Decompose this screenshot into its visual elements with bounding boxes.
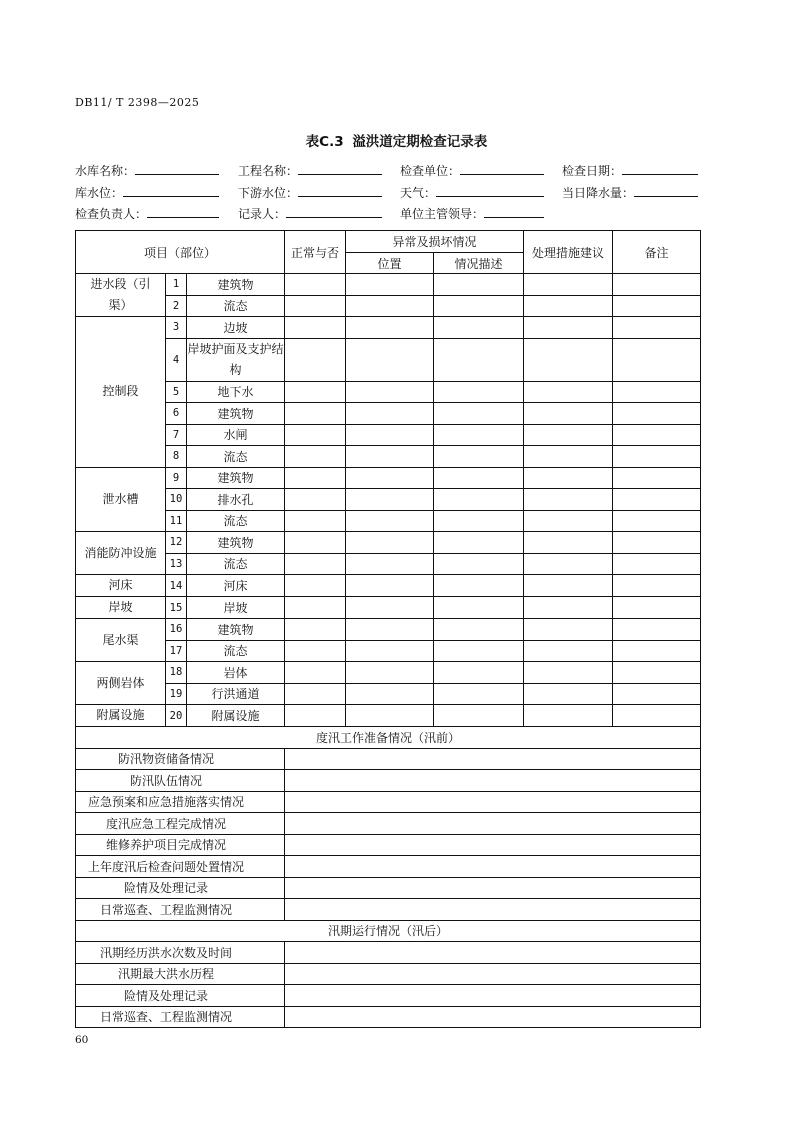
downstream-level-field[interactable] xyxy=(238,184,382,201)
item-name-cell: 流态 xyxy=(187,510,285,532)
blank-line xyxy=(123,184,219,197)
entry-cell[interactable] xyxy=(434,381,524,403)
entry-cell[interactable] xyxy=(285,662,346,684)
item-number-cell: 6 xyxy=(166,403,187,425)
item-number-cell: 3 xyxy=(166,317,187,339)
item-number-cell: 20 xyxy=(166,705,187,727)
entry-cell[interactable] xyxy=(346,403,434,425)
field-label: 工程名称： xyxy=(238,164,299,178)
entry-cell[interactable] xyxy=(434,510,524,532)
entry-cell[interactable] xyxy=(524,381,613,403)
blank-line xyxy=(298,162,382,175)
entry-cell[interactable] xyxy=(346,553,434,575)
item-number-cell: 13 xyxy=(166,553,187,575)
field-label: 检查单位： xyxy=(400,164,461,178)
field-label: 当日降水量： xyxy=(562,186,635,200)
blank-line xyxy=(460,162,544,175)
reservoir-level-field[interactable] xyxy=(75,184,219,201)
group-name-cell: 消能防冲设施 xyxy=(76,532,166,575)
header-remarks: 备注 xyxy=(613,231,701,274)
entry-cell[interactable] xyxy=(613,338,701,381)
entry-cell[interactable] xyxy=(613,424,701,446)
entry-cell[interactable] xyxy=(434,683,524,705)
project-name-field[interactable] xyxy=(238,162,382,179)
precipitation-field[interactable] xyxy=(562,184,698,201)
item-number-cell: 5 xyxy=(166,381,187,403)
item-name-cell: 流态 xyxy=(187,295,285,317)
entry-cell[interactable] xyxy=(434,575,524,597)
recorder-field[interactable] xyxy=(238,205,382,222)
table-row xyxy=(76,381,701,403)
item-number-cell: 10 xyxy=(166,489,187,511)
entry-cell[interactable] xyxy=(285,424,346,446)
header-measures: 处理措施建议 xyxy=(524,231,613,274)
section-header-row xyxy=(76,727,701,749)
table-row xyxy=(76,963,701,985)
entry-cell[interactable] xyxy=(346,532,434,554)
header-item: 项目（部位） xyxy=(76,231,285,274)
row-label: 汛期经历洪水次数及时间 xyxy=(76,942,285,964)
table-row xyxy=(76,705,701,727)
entry-cell[interactable] xyxy=(434,553,524,575)
item-number-cell: 4 xyxy=(166,338,187,381)
entry-cell[interactable] xyxy=(434,489,524,511)
item-name-cell: 边坡 xyxy=(187,317,285,339)
entry-cell[interactable] xyxy=(285,510,346,532)
item-name-cell: 水闸 xyxy=(187,424,285,446)
table-row xyxy=(76,791,701,813)
entry-cell[interactable] xyxy=(346,662,434,684)
entry-cell[interactable] xyxy=(434,317,524,339)
row-label: 应急预案和应急措施落实情况 xyxy=(76,791,285,813)
section-title: 汛期运行情况（汛后） xyxy=(76,920,701,942)
entry-cell[interactable] xyxy=(434,446,524,468)
entry-cell[interactable] xyxy=(613,532,701,554)
entry-cell[interactable] xyxy=(613,705,701,727)
blank-line xyxy=(135,162,219,175)
entry-cell[interactable] xyxy=(285,381,346,403)
item-number-cell: 1 xyxy=(166,274,187,296)
table-number: 表C.3 xyxy=(305,134,344,150)
table-row xyxy=(76,899,701,921)
table-row xyxy=(76,338,701,381)
entry-cell[interactable] xyxy=(346,381,434,403)
item-name-cell: 建筑物 xyxy=(187,274,285,296)
entry-cell[interactable] xyxy=(613,683,701,705)
header-position: 位置 xyxy=(346,253,434,274)
field-label: 记录人： xyxy=(238,207,287,221)
table-row xyxy=(76,985,701,1007)
entry-cell[interactable] xyxy=(613,381,701,403)
header-abnormal: 异常及损坏情况 xyxy=(346,231,524,253)
entry-cell[interactable] xyxy=(524,338,613,381)
entry-cell[interactable] xyxy=(613,403,701,425)
entry-cell[interactable] xyxy=(346,338,434,381)
group-name-cell: 两侧岩体 xyxy=(76,662,166,705)
item-number-cell: 16 xyxy=(166,619,187,641)
item-number-cell: 15 xyxy=(166,597,187,619)
entry-cell[interactable] xyxy=(285,489,346,511)
item-number-cell: 9 xyxy=(166,467,187,489)
blank-line xyxy=(484,205,544,218)
entry-cell[interactable] xyxy=(285,1006,701,1028)
entry-cell[interactable] xyxy=(434,597,524,619)
item-number-cell: 2 xyxy=(166,295,187,317)
group-name-cell: 泄水槽 xyxy=(76,467,166,532)
row-label: 汛期最大洪水历程 xyxy=(76,963,285,985)
row-label: 险情及处理记录 xyxy=(76,877,285,899)
entry-cell[interactable] xyxy=(285,338,346,381)
entry-cell[interactable] xyxy=(285,274,346,296)
entry-cell[interactable] xyxy=(613,575,701,597)
item-name-cell: 排水孔 xyxy=(187,489,285,511)
entry-cell[interactable] xyxy=(434,403,524,425)
entry-cell[interactable] xyxy=(524,317,613,339)
field-label: 库水位： xyxy=(75,186,124,200)
entry-cell[interactable] xyxy=(285,553,346,575)
item-name-cell: 岩体 xyxy=(187,662,285,684)
table-row xyxy=(76,553,701,575)
table-row xyxy=(76,446,701,468)
item-number-cell: 11 xyxy=(166,510,187,532)
table-row xyxy=(76,489,701,511)
table-row xyxy=(76,942,701,964)
entry-cell[interactable] xyxy=(524,683,613,705)
group-name-cell: 进水段（引渠） xyxy=(76,274,166,317)
entry-cell[interactable] xyxy=(434,338,524,381)
entry-cell[interactable] xyxy=(613,317,701,339)
row-label: 日常巡查、工程监测情况 xyxy=(76,899,285,921)
entry-cell[interactable] xyxy=(524,274,613,296)
table-row xyxy=(76,856,701,878)
item-number-cell: 12 xyxy=(166,532,187,554)
table-row xyxy=(76,1006,701,1028)
table-row xyxy=(76,532,701,554)
entry-cell[interactable] xyxy=(613,446,701,468)
entry-cell[interactable] xyxy=(285,295,346,317)
item-name-cell: 建筑物 xyxy=(187,532,285,554)
inspection-record-table xyxy=(75,230,701,1028)
item-number-cell: 7 xyxy=(166,424,187,446)
entry-cell[interactable] xyxy=(285,705,346,727)
blank-line xyxy=(147,205,219,218)
entry-cell[interactable] xyxy=(285,963,701,985)
field-label: 单位主管领导： xyxy=(400,207,485,221)
group-name-cell: 河床 xyxy=(76,575,166,597)
entry-cell[interactable] xyxy=(613,274,701,296)
section-header-row xyxy=(76,920,701,942)
entry-cell[interactable] xyxy=(346,424,434,446)
table-row xyxy=(76,877,701,899)
unit-leader-field[interactable] xyxy=(400,205,544,222)
row-label: 维修养护项目完成情况 xyxy=(76,834,285,856)
entry-cell[interactable] xyxy=(613,640,701,662)
entry-cell[interactable] xyxy=(285,748,701,770)
table-row xyxy=(76,834,701,856)
item-number-cell: 14 xyxy=(166,575,187,597)
table-row xyxy=(76,619,701,641)
entry-cell[interactable] xyxy=(346,489,434,511)
table-row xyxy=(76,748,701,770)
entry-cell[interactable] xyxy=(524,597,613,619)
field-label: 下游水位： xyxy=(238,186,299,200)
table-row xyxy=(76,683,701,705)
table-row xyxy=(76,467,701,489)
item-name-cell: 流态 xyxy=(187,640,285,662)
item-number-cell: 18 xyxy=(166,662,187,684)
group-name-cell: 附属设施 xyxy=(76,705,166,727)
entry-cell[interactable] xyxy=(524,532,613,554)
table-row xyxy=(76,640,701,662)
table-row xyxy=(76,403,701,425)
entry-cell[interactable] xyxy=(524,295,613,317)
entry-cell[interactable] xyxy=(434,705,524,727)
entry-cell[interactable] xyxy=(285,683,346,705)
section-title: 度汛工作准备情况（汛前） xyxy=(76,727,701,749)
table-row xyxy=(76,813,701,835)
entry-cell[interactable] xyxy=(613,467,701,489)
entry-cell[interactable] xyxy=(524,446,613,468)
entry-cell[interactable] xyxy=(524,705,613,727)
blank-line xyxy=(436,184,544,197)
blank-line xyxy=(634,184,698,197)
group-name-cell: 尾水渠 xyxy=(76,619,166,662)
entry-cell[interactable] xyxy=(285,856,701,878)
table-row xyxy=(76,424,701,446)
entry-cell[interactable] xyxy=(524,467,613,489)
field-label: 水库名称： xyxy=(75,164,136,178)
entry-cell[interactable] xyxy=(613,619,701,641)
entry-cell[interactable] xyxy=(285,597,346,619)
entry-cell[interactable] xyxy=(346,575,434,597)
entry-cell[interactable] xyxy=(524,553,613,575)
row-label: 日常巡查、工程监测情况 xyxy=(76,1006,285,1028)
entry-cell[interactable] xyxy=(285,791,701,813)
entry-cell[interactable] xyxy=(613,295,701,317)
entry-cell[interactable] xyxy=(346,274,434,296)
item-name-cell: 地下水 xyxy=(187,381,285,403)
item-number-cell: 17 xyxy=(166,640,187,662)
entry-cell[interactable] xyxy=(434,640,524,662)
table-row xyxy=(76,597,701,619)
entry-cell[interactable] xyxy=(285,317,346,339)
entry-cell[interactable] xyxy=(285,985,701,1007)
entry-cell[interactable] xyxy=(285,575,346,597)
item-number-cell: 19 xyxy=(166,683,187,705)
entry-cell[interactable] xyxy=(346,510,434,532)
table-row xyxy=(76,510,701,532)
row-label: 防汛物资储备情况 xyxy=(76,748,285,770)
entry-cell[interactable] xyxy=(434,662,524,684)
entry-cell[interactable] xyxy=(434,295,524,317)
entry-cell[interactable] xyxy=(434,274,524,296)
item-name-cell: 岸坡护面及支护结构 xyxy=(187,338,285,381)
entry-cell[interactable] xyxy=(524,424,613,446)
entry-cell[interactable] xyxy=(524,403,613,425)
entry-cell[interactable] xyxy=(346,446,434,468)
item-name-cell: 建筑物 xyxy=(187,403,285,425)
row-label: 上年度汛后检查问题处置情况 xyxy=(76,856,285,878)
entry-cell[interactable] xyxy=(285,877,701,899)
item-name-cell: 行洪通道 xyxy=(187,683,285,705)
entry-cell[interactable] xyxy=(524,489,613,511)
entry-cell[interactable] xyxy=(285,467,346,489)
entry-cell[interactable] xyxy=(285,640,346,662)
reservoir-name-field[interactable] xyxy=(75,162,219,179)
entry-cell[interactable] xyxy=(434,619,524,641)
table-title-text: 溢洪道定期检查记录表 xyxy=(352,134,488,150)
blank-line xyxy=(298,184,382,197)
entry-cell[interactable] xyxy=(613,662,701,684)
table-row xyxy=(76,295,701,317)
table-row xyxy=(76,274,701,296)
entry-cell[interactable] xyxy=(346,705,434,727)
entry-cell[interactable] xyxy=(434,467,524,489)
entry-cell[interactable] xyxy=(524,510,613,532)
field-label: 检查负责人： xyxy=(75,207,148,221)
item-name-cell: 流态 xyxy=(187,553,285,575)
item-name-cell: 河床 xyxy=(187,575,285,597)
entry-cell[interactable] xyxy=(346,597,434,619)
row-label: 险情及处理记录 xyxy=(76,985,285,1007)
entry-cell[interactable] xyxy=(346,683,434,705)
row-label: 度汛应急工程完成情况 xyxy=(76,813,285,835)
item-number-cell: 8 xyxy=(166,446,187,468)
entry-cell[interactable] xyxy=(524,662,613,684)
group-name-cell: 岸坡 xyxy=(76,597,166,619)
entry-cell[interactable] xyxy=(613,553,701,575)
field-label: 检查日期： xyxy=(562,164,623,178)
item-name-cell: 流态 xyxy=(187,446,285,468)
field-label: 天气： xyxy=(400,186,437,200)
entry-cell[interactable] xyxy=(285,532,346,554)
group-name-cell: 控制段 xyxy=(76,317,166,468)
entry-cell[interactable] xyxy=(346,640,434,662)
item-name-cell: 附属设施 xyxy=(187,705,285,727)
entry-cell[interactable] xyxy=(285,834,701,856)
table-title xyxy=(0,130,793,150)
document-code: DB11/ T 2398—2025 xyxy=(75,96,200,109)
table-row xyxy=(76,317,701,339)
entry-cell[interactable] xyxy=(285,446,346,468)
table-row xyxy=(76,575,701,597)
entry-cell[interactable] xyxy=(285,403,346,425)
inspection-unit-field[interactable] xyxy=(400,162,544,179)
entry-cell[interactable] xyxy=(346,317,434,339)
item-name-cell: 建筑物 xyxy=(187,467,285,489)
page-number: 60 xyxy=(75,1034,89,1046)
weather-field[interactable] xyxy=(400,184,544,201)
blank-line xyxy=(622,162,698,175)
item-name-cell: 岸坡 xyxy=(187,597,285,619)
entry-cell[interactable] xyxy=(434,424,524,446)
entry-cell[interactable] xyxy=(524,640,613,662)
item-name-cell: 建筑物 xyxy=(187,619,285,641)
entry-cell[interactable] xyxy=(285,770,701,792)
entry-cell[interactable] xyxy=(285,619,346,641)
entry-cell[interactable] xyxy=(524,575,613,597)
entry-cell[interactable] xyxy=(346,295,434,317)
entry-cell[interactable] xyxy=(285,813,701,835)
entry-cell[interactable] xyxy=(613,489,701,511)
entry-cell[interactable] xyxy=(434,532,524,554)
inspection-date-field[interactable] xyxy=(562,162,698,179)
inspection-leader-field[interactable] xyxy=(75,205,219,222)
entry-cell[interactable] xyxy=(613,510,701,532)
entry-cell[interactable] xyxy=(346,467,434,489)
header-normal: 正常与否 xyxy=(285,231,346,274)
blank-line xyxy=(286,205,382,218)
entry-cell[interactable] xyxy=(346,619,434,641)
entry-cell[interactable] xyxy=(285,899,701,921)
table-row xyxy=(76,662,701,684)
table-row xyxy=(76,770,701,792)
header-description: 情况描述 xyxy=(434,253,524,274)
row-label: 防汛队伍情况 xyxy=(76,770,285,792)
entry-cell[interactable] xyxy=(524,619,613,641)
entry-cell[interactable] xyxy=(613,597,701,619)
entry-cell[interactable] xyxy=(285,942,701,964)
